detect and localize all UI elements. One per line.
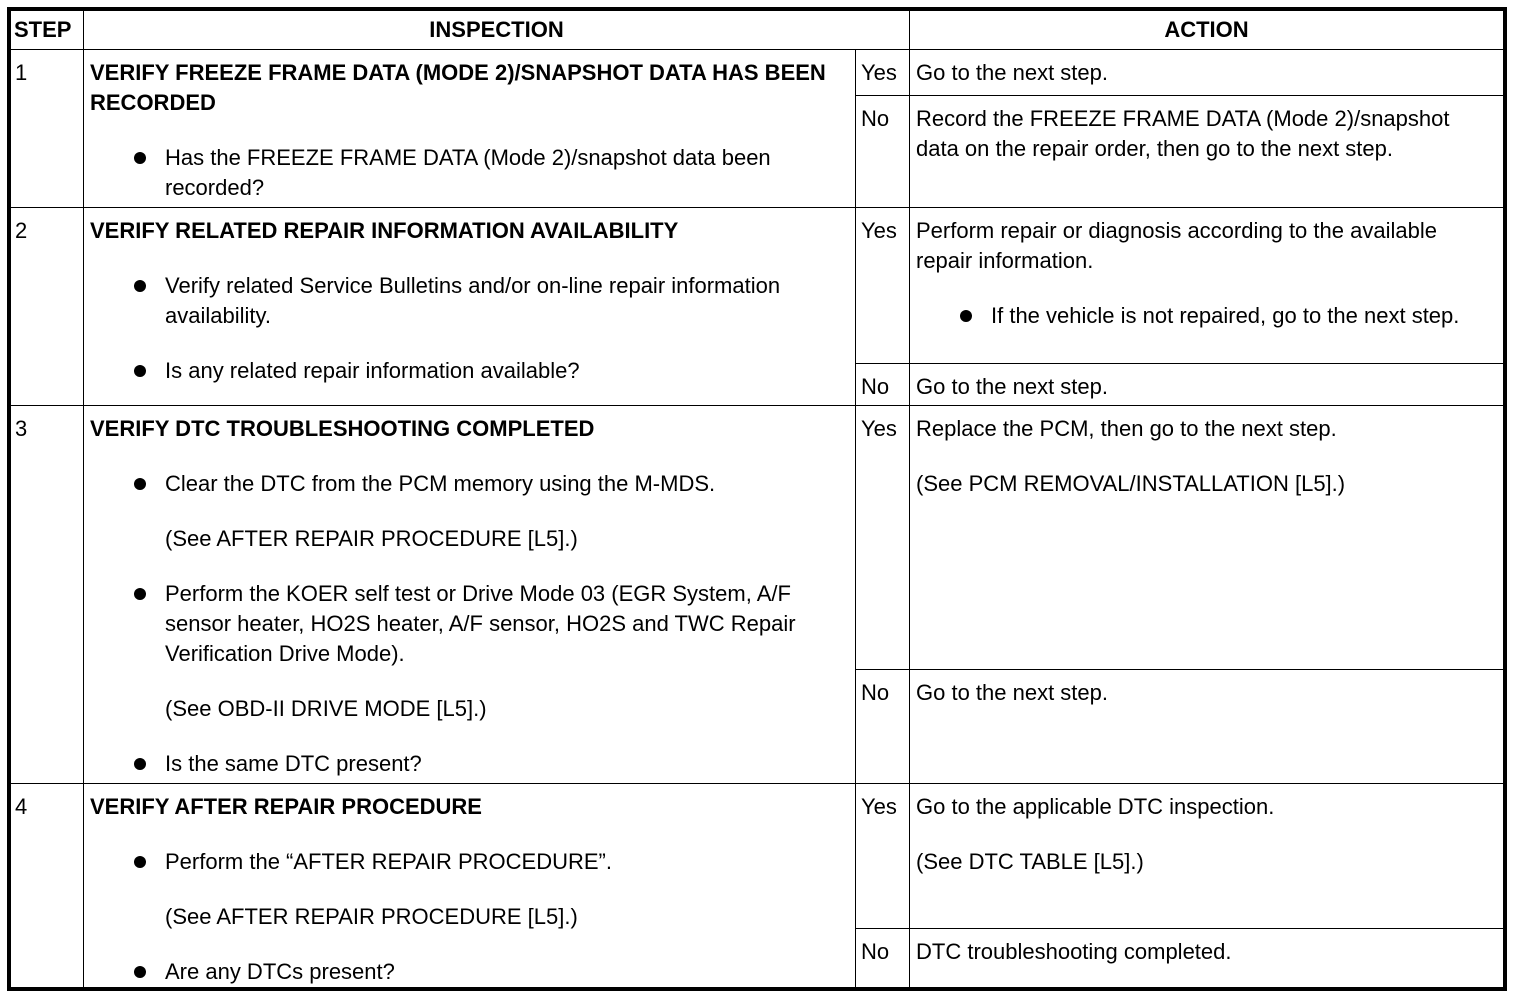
step-number: 4 [11,784,84,988]
no-action [910,96,1504,208]
yes-action [910,50,1504,96]
inspection-bullet: Are any DTCs present? [90,957,849,987]
no-label: No [856,364,910,406]
yes-label: Yes [856,406,910,670]
inspection-reference: (See AFTER REPAIR PROCEDURE [L5].) [165,904,578,929]
step-inspection [84,784,856,988]
inspection-bullet: Verify related Service Bulletins and/or on-line repair information availability. [90,271,849,331]
inspection-table [10,10,1504,988]
inspection-reference: (See OBD-II DRIVE MODE [L5].) [165,696,487,721]
no-action-text: Record the FREEZE FRAME DATA (Mode 2)/snapshot data on the repair order, then go to the next step. [916,106,1450,161]
yes-action-reference: (See PCM REMOVAL/INSTALLATION [L5].) [916,471,1346,496]
no-action-text: Go to the next step. [916,680,1109,705]
yes-action-text: Replace the PCM, then go to the next step. [916,416,1337,441]
no-action [910,929,1504,988]
inspection-bullet: Perform the “AFTER REPAIR PROCEDURE”. [90,847,849,877]
no-action-text: Go to the next step. [916,374,1109,399]
yes-action [910,784,1504,929]
no-label: No [856,929,910,988]
no-label: No [856,96,910,208]
yes-label: Yes [856,208,910,364]
yes-action [910,406,1504,670]
yes-label: Yes [856,50,910,96]
no-action [910,670,1504,784]
yes-action-text: Go to the applicable DTC inspection. [916,794,1275,819]
header-action: ACTION [910,11,1504,50]
yes-label: Yes [856,784,910,929]
no-action-text: DTC troubleshooting completed. [916,939,1232,964]
yes-action [910,208,1504,364]
no-label: No [856,670,910,784]
step-number: 2 [11,208,84,406]
no-action [910,364,1504,406]
step-title: VERIFY DTC TROUBLESHOOTING COMPLETED [90,416,595,441]
yes-action-bullet: If the vehicle is not repaired, go to the next step. [916,301,1497,331]
yes-action-reference: (See DTC TABLE [L5].) [916,849,1144,874]
step-number: 3 [11,406,84,784]
step-number: 1 [11,50,84,208]
step-title: VERIFY FREEZE FRAME DATA (MODE 2)/SNAPSHOT DATA HAS BEEN RECORDED [90,60,826,115]
inspection-bullet: Is any related repair information available? [90,356,849,386]
inspection-bullet: Is the same DTC present? [90,749,849,779]
inspection-bullet: Clear the DTC from the PCM memory using the M-MDS. [90,469,849,499]
yes-action-text: Go to the next step. [916,60,1109,85]
yes-action-text: Perform repair or diagnosis according to the available repair information. [916,218,1437,273]
step-inspection [84,406,856,784]
step-inspection [84,50,856,208]
step-title: VERIFY RELATED REPAIR INFORMATION AVAILABILITY [90,218,679,243]
inspection-bullet: Perform the KOER self test or Drive Mode 03 (EGR System, A/F sensor heater, HO2S heater, A/F sensor, HO2S and TWC Repair Verification Drive Mode). [90,579,849,669]
header-inspection: INSPECTION [84,11,910,50]
troubleshooting-table [7,7,1507,991]
step-title: VERIFY AFTER REPAIR PROCEDURE [90,794,482,819]
step-inspection [84,208,856,406]
inspection-bullet: Has the FREEZE FRAME DATA (Mode 2)/snapshot data been recorded? [90,143,849,203]
header-step: STEP [11,11,84,50]
inspection-reference: (See AFTER REPAIR PROCEDURE [L5].) [165,526,578,551]
